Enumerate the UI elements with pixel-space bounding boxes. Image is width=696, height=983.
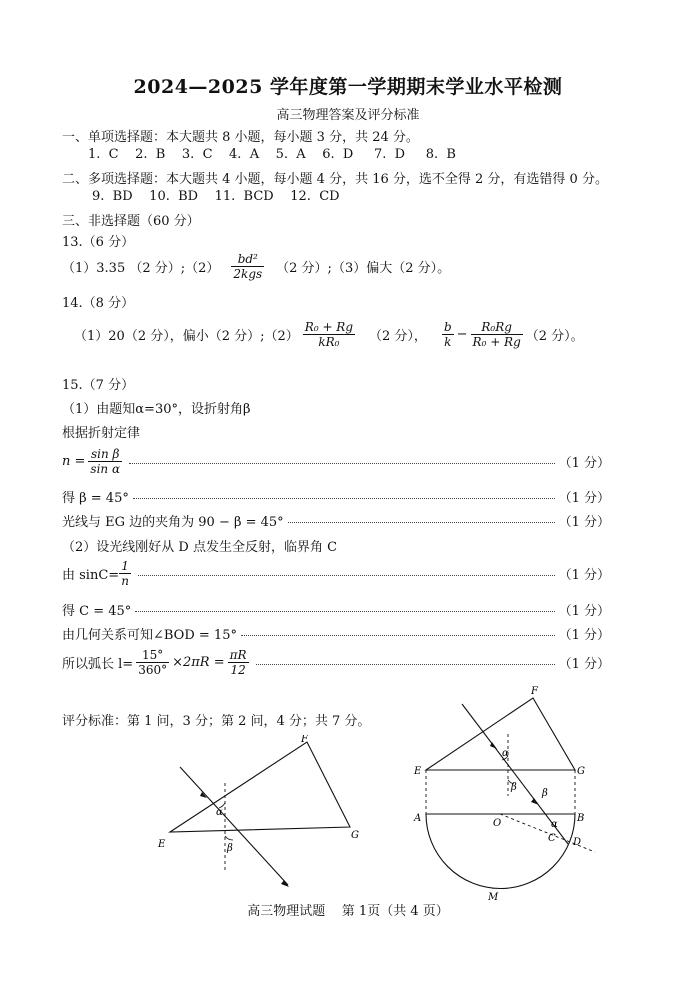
- q15-eq3-line: [62, 507, 610, 533]
- q13-frac-den: 2kgs: [233, 267, 263, 281]
- leader-dots: [241, 635, 555, 636]
- q15-eq4-lhs: 由 sinC=: [62, 567, 120, 583]
- q15-p3: （2）设光线刚好从 D 点发生全反射，临界角 C: [62, 540, 338, 555]
- label-B: B: [577, 813, 585, 824]
- q13-label: 13.（6 分）: [62, 235, 135, 250]
- q14-frac3-den: R₀ + Rg: [472, 335, 521, 349]
- label-beta: β: [511, 782, 517, 793]
- leader-dots: [288, 522, 555, 523]
- angle-arc: [225, 836, 233, 840]
- q13-fraction: [231, 252, 264, 281]
- q15-eq7-num1: 15°: [136, 648, 169, 663]
- q13-answer: [62, 252, 450, 281]
- q14-frac2-den: k: [444, 335, 452, 349]
- label-alpha: α: [216, 807, 223, 818]
- q15-eq1-lhs: n =: [62, 453, 86, 469]
- score-label: （1 分）: [558, 514, 610, 530]
- q14-fraction-3: [471, 320, 523, 349]
- leader-dots: [138, 575, 555, 576]
- label-M: M: [488, 892, 499, 903]
- q15-eq7-lhs: 所以弧长 l=: [62, 656, 134, 672]
- q13-part2: （2 分）;（3）偏大（2 分）。: [276, 261, 451, 276]
- label-C: C: [548, 833, 556, 844]
- q14-fraction-2: [442, 320, 454, 349]
- q15-eq7-den1: 360°: [138, 662, 168, 677]
- section-1-heading: 一、单项选择题：本大题共 8 小题，每小题 3 分，共 24 分。: [62, 130, 419, 145]
- label-F: F: [531, 686, 538, 697]
- q13-part1: （1）3.35 （2 分）;（2）: [62, 261, 220, 276]
- label-A: A: [414, 813, 422, 824]
- score-label: （1 分）: [558, 603, 610, 619]
- q15-eq5-line: [62, 596, 610, 622]
- q13-frac-num: bd²: [231, 252, 264, 267]
- leader-dots: [129, 463, 555, 464]
- q15-eq7-num2: πR: [229, 647, 247, 662]
- q15-eq7-frac2: [228, 648, 249, 677]
- q14-frac3-num: R₀Rg: [471, 320, 523, 335]
- section-2-answers: 9. BD 10. BD 11. BCD 12. CD: [92, 189, 340, 204]
- q14-minus: −: [456, 327, 468, 342]
- light-ray: [180, 767, 288, 885]
- page-subtitle: 高三物理答案及评分标准: [276, 108, 420, 123]
- label-alpha: α: [502, 748, 509, 759]
- q15-eq1-line: [62, 448, 610, 474]
- triangle-EFG: [426, 698, 575, 770]
- q14-fraction-1: [303, 320, 355, 349]
- score-label: （1 分）: [558, 656, 610, 672]
- label-beta: β: [227, 843, 233, 854]
- q15-eq7-line: [62, 649, 610, 675]
- q14-frac2-num: b: [443, 320, 452, 334]
- triangle-EFG: [170, 742, 350, 832]
- ray-arrow-icon: [531, 798, 539, 805]
- q15-p1: （1）由题知α=30°，设折射角β: [62, 402, 251, 417]
- q15-eq1-frac: [88, 447, 122, 476]
- label-O: O: [493, 818, 502, 829]
- section-2-heading: 二、多项选择题：本大题共 4 小题，每小题 4 分，共 16 分，选不全得 2 分，有选错得 0 分。: [62, 172, 608, 187]
- q15-eq5: 得 C = 45°: [62, 603, 132, 619]
- label-G: G: [577, 766, 585, 777]
- q14-frac1-num: R₀ + Rg: [304, 320, 354, 334]
- q14-part1: （1）20（2 分），偏小（2 分）;（2）: [74, 329, 299, 344]
- score-label: （1 分）: [558, 567, 610, 583]
- q15-eq2-line: [62, 483, 610, 509]
- leader-dots: [135, 611, 554, 612]
- q15-eq4-num: 1: [119, 559, 131, 574]
- leader-dots: [256, 664, 555, 665]
- section-3-heading: 三、非选择题（60 分）: [62, 214, 200, 229]
- score-label: （1 分）: [558, 455, 610, 471]
- q15-eq1-den: sin α: [90, 461, 121, 476]
- score-label: （1 分）: [558, 490, 610, 506]
- q14-mid: （2 分），: [369, 329, 427, 344]
- q14-frac1-den: kR₀: [318, 335, 340, 349]
- q15-eq7-frac1: [136, 648, 169, 677]
- q14-answer: [74, 320, 584, 349]
- label-D: D: [573, 837, 582, 848]
- q15-eq4-frac: [119, 559, 131, 588]
- figure-right-prism-semicircle: [410, 684, 610, 904]
- label-G: G: [351, 830, 359, 841]
- section-1-answers: 1. C 2. B 3. C 4. A 5. A 6. D 7. D 8. B: [88, 147, 456, 162]
- figure-left-prism: [150, 735, 370, 895]
- page-title: 2024—2025 学年度第一学期期末学业水平检测: [133, 76, 563, 98]
- q15-label: 15.（7 分）: [62, 378, 135, 393]
- q14-label: 14.（8 分）: [62, 296, 135, 311]
- page-footer: 高三物理试题 第 1页（共 4 页）: [247, 904, 449, 919]
- q14-part2: （2 分）。: [525, 329, 584, 344]
- label-alpha-2: α: [551, 819, 558, 830]
- label-F: F: [301, 735, 308, 745]
- label-E: E: [414, 766, 422, 777]
- q15-eq4-den: n: [121, 573, 129, 588]
- label-E: E: [158, 839, 166, 850]
- label-beta-2: β: [542, 788, 548, 799]
- q15-eq4-line: [62, 560, 610, 586]
- q15-eq2: 得 β = 45°: [62, 490, 129, 506]
- q15-eq6: 由几何关系可知∠BOD = 15°: [62, 627, 237, 643]
- q15-eq7-mid: ×2πR =: [172, 654, 225, 670]
- score-label: （1 分）: [558, 627, 610, 643]
- leader-dots: [133, 498, 555, 499]
- q15-eq1-num: sin β: [88, 447, 122, 462]
- q15-eq3: 光线与 EG 边的夹角为 90 − β = 45°: [62, 514, 284, 530]
- q15-eq6-line: [62, 620, 610, 646]
- q15-eq7-den2: 12: [230, 662, 246, 677]
- scoring-criteria: 评分标准：第 1 问，3 分；第 2 问，4 分；共 7 分。: [62, 714, 371, 729]
- q15-p2: 根据折射定律: [62, 426, 141, 441]
